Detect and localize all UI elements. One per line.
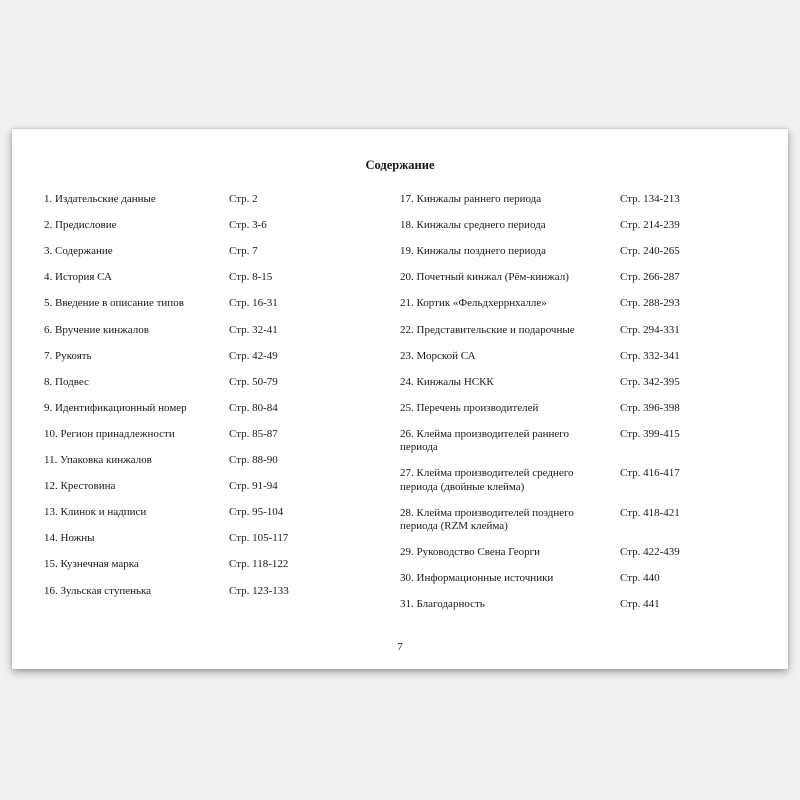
toc-entry-pages: Стр. 3-6 — [229, 219, 267, 232]
toc-entry-pages: Стр. 399-415 — [620, 427, 680, 440]
toc-entry-pages: Стр. 85-87 — [229, 427, 278, 440]
toc-entry-label: 27. Клейма производителей среднего периода (двойные клейма) — [400, 467, 574, 493]
toc-entry-label: 13. Клинок и надписи — [44, 506, 147, 519]
toc-entry-label: 7. Рукоять — [44, 349, 92, 362]
toc-entry — [400, 245, 680, 259]
toc-entry — [400, 427, 680, 455]
toc-entry — [44, 558, 289, 572]
toc-entry-pages: Стр. 418-421 — [620, 506, 680, 519]
toc-entry-pages: Стр. 396-398 — [620, 401, 680, 414]
toc-entry — [400, 598, 660, 612]
toc-entry-label: 31. Благодарность — [400, 598, 485, 610]
toc-entry-label: 9. Идентификационный номер — [44, 401, 187, 414]
document-page — [12, 129, 788, 669]
toc-entry-label: 5. Введение в описание типов — [44, 297, 184, 310]
toc-entry-pages: Стр. 441 — [620, 598, 660, 610]
toc-entry-label: 4. История СА — [44, 271, 112, 284]
toc-entry-pages: Стр. 440 — [620, 571, 660, 584]
toc-entry-pages: Стр. 7 — [229, 245, 258, 258]
toc-entry-label: 28. Клейма производителей позднего периода (RZM клейма) — [400, 506, 574, 532]
toc-entry — [44, 323, 278, 338]
toc-entry-label: 20. Почетный кинжал (Рём-кинжал) — [400, 271, 569, 284]
toc-entry — [44, 532, 289, 546]
toc-entry-label: 3. Содержание — [44, 245, 113, 258]
toc-entry-label: 23. Морской СА — [400, 349, 476, 362]
toc-entry-pages: Стр. 416-417 — [620, 467, 680, 480]
toc-entry-label: 10. Регион принадлежности — [44, 427, 175, 440]
toc-entry-pages: Стр. 294-331 — [620, 323, 680, 336]
toc-entry-label: 12. Крестовина — [44, 480, 116, 493]
toc-entry-label: 25. Перечень производителей — [400, 401, 539, 414]
toc-entry — [400, 571, 660, 586]
toc-entry-pages: Стр. 2 — [229, 193, 258, 205]
toc-entry — [44, 401, 278, 416]
toc-entry-label: 19. Кинжалы позднего периода — [400, 245, 547, 258]
toc-entry-pages: Стр. 8-15 — [229, 271, 273, 284]
toc-entry — [44, 454, 278, 468]
toc-entry-label: 22. Представительские и подарочные — [400, 323, 575, 336]
page-number: 7 — [397, 641, 403, 653]
toc-entry-pages: Стр. 240-265 — [620, 245, 680, 258]
toc-entry — [44, 271, 273, 285]
toc-entry-pages: Стр. 91-94 — [229, 480, 278, 493]
toc-entry — [400, 467, 680, 494]
toc-entry — [44, 480, 278, 494]
toc-entry — [44, 349, 278, 364]
toc-entry-label: 18. Кинжалы среднего периода — [400, 219, 546, 232]
toc-entry-pages: Стр. 32-41 — [229, 323, 278, 336]
toc-entry-label: 2. Предисловие — [44, 219, 117, 232]
toc-entry-pages: Стр. 80-84 — [229, 401, 278, 414]
toc-entry-label: 11. Упаковка кинжалов — [44, 454, 152, 466]
toc-entry — [44, 245, 258, 259]
toc-entry-pages: Стр. 266-287 — [620, 271, 680, 284]
toc-entry-pages: Стр. 42-49 — [229, 349, 278, 362]
toc-entry — [44, 375, 278, 390]
toc-entry-pages: Стр. 288-293 — [620, 297, 680, 310]
toc-entry-label: 17. Кинжалы раннего периода — [400, 193, 542, 205]
toc-entry — [400, 401, 680, 416]
toc-entry — [400, 323, 680, 338]
toc-entry-label: 8. Подвес — [44, 375, 89, 388]
toc-entry-label: 30. Информационные источники — [400, 571, 554, 584]
toc-entry-label: 14. Ножны — [44, 532, 95, 545]
toc-entry-label: 16. Зульская ступенька — [44, 584, 152, 597]
toc-entry-label: 15. Кузнечная марка — [44, 558, 139, 571]
toc-entry-pages: Стр. 342-395 — [620, 375, 680, 388]
toc-entry-pages: Стр. 16-31 — [229, 297, 278, 310]
toc-entry-pages: Стр. 123-133 — [229, 584, 289, 597]
toc-entry — [400, 193, 680, 207]
toc-entry — [44, 584, 289, 599]
toc-entry — [400, 219, 680, 233]
toc-entry-pages: Стр. 88-90 — [229, 454, 278, 466]
toc-entry — [400, 375, 680, 390]
toc-entry-label: 24. Кинжалы НСКК — [400, 375, 494, 388]
toc-entry — [400, 271, 680, 285]
toc-entry — [44, 219, 267, 233]
toc-entry-label: 1. Издательские данные — [44, 193, 156, 205]
toc-entry-label: 29. Руководство Свена Георги — [400, 545, 541, 558]
toc-entry-pages: Стр. 332-341 — [620, 349, 680, 362]
toc-entry — [400, 349, 680, 364]
toc-entry — [400, 545, 680, 560]
page-title: Содержание — [365, 158, 435, 172]
toc-entry-pages: Стр. 134-213 — [620, 193, 680, 205]
toc-entry-label: 26. Клейма производителей раннего периода — [400, 427, 569, 454]
toc-entry — [44, 427, 278, 442]
toc-entry-pages: Стр. 50-79 — [229, 375, 278, 388]
toc-entry-pages: Стр. 118-122 — [229, 558, 289, 571]
toc-entry — [44, 506, 284, 520]
toc-entry-pages: Стр. 214-239 — [620, 219, 680, 232]
toc-entry — [400, 506, 680, 534]
toc-entry-label: 21. Кортик «Фельдхеррнхалле» — [400, 297, 547, 310]
toc-entry-label: 6. Вручение кинжалов — [44, 323, 149, 336]
toc-entry — [44, 297, 278, 311]
toc-entry-pages: Стр. 105-117 — [229, 532, 289, 545]
toc-entry — [400, 297, 680, 311]
toc-entry-pages: Стр. 422-439 — [620, 545, 680, 558]
toc-entry-pages: Стр. 95-104 — [229, 506, 284, 519]
toc-entry — [44, 193, 258, 207]
